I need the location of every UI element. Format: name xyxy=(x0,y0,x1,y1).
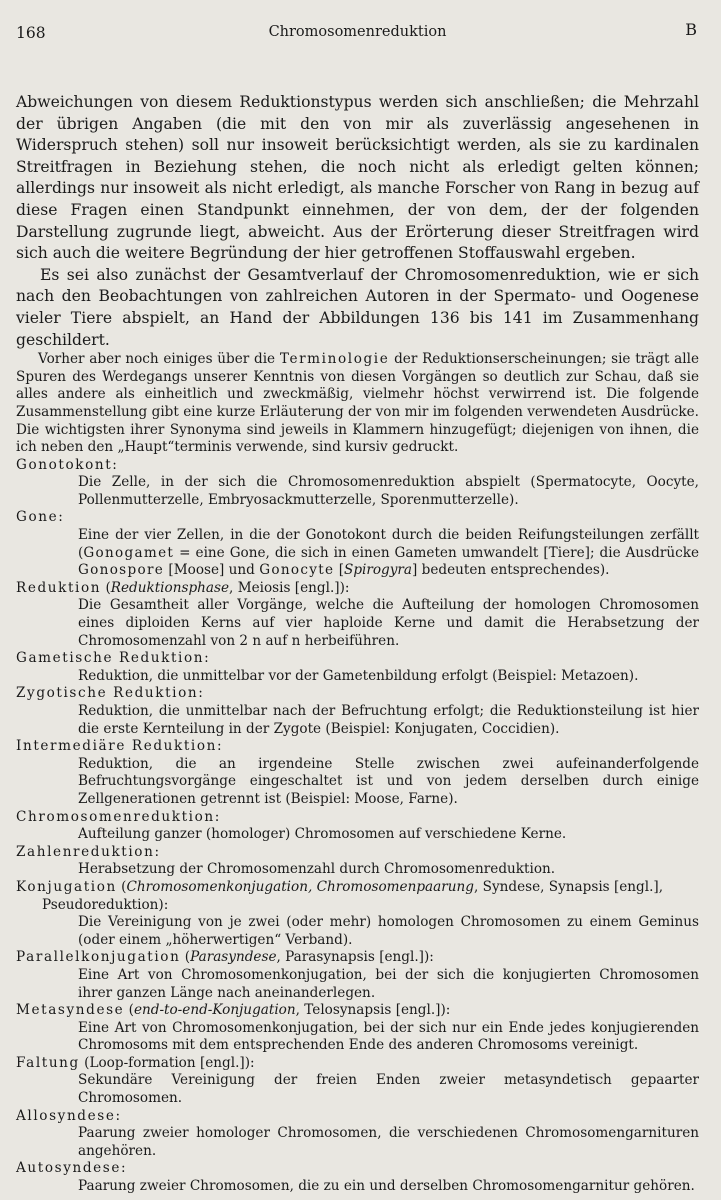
glossary-definition: Eine Art von Chromosomenkonjugation, bei der sich die konjugierten Chromosomen ihrer ganzen Länge nach aneinanderlegen. xyxy=(78,966,699,1001)
glossary-term: Parallelkonjugation (Parasyndese, Parasynapsis [engl.]): xyxy=(16,949,434,966)
page-number: 168 xyxy=(16,24,46,42)
glossary-definition: Reduktion, die unmittelbar nach der Befruchtung erfolgt; die Reduktionsteilung ist hier die erste Kernteilung in der Zygote (Beispiel: Konjugaten, Coccidien). xyxy=(78,703,699,737)
paragraph-continuation: Abweichungen von diesem Reduktionstypus werden sich anschließen; die Mehrzahl der übrigen Angaben (die mit den von mir als zuverlässig angesehenen in Widerspruch stehen) soll nur insoweit berücksichtigt werden, als sie zu kardinalen Streitfragen in Beziehung stehen, die noch nicht als erledigt gelten können; allerdings nur insoweit als nicht erledigt, als manche Forscher von Rang in bezug auf diese Fragen einen Standpunkt einnehmen, der von dem, der der folgenden Darstellung zugrunde liegt, abweicht. Aus der Erörterung dieser Streitfragen wird sich auch die weitere Begründung der hier getroffenen Stoffauswahl ergeben. xyxy=(16,93,699,263)
paragraph-terminology: Vorher aber noch einiges über die Terminologie der Reduktionserscheinungen; sie trägt alle Spuren des Werdegangs unserer Kenntnis von diesen Vorgängen so deutlich zur Schau, daß sie alles andere als einheitlich und zweckmäßig, vielmehr höchst verwirrend ist. Die folgende Zusammenstellung gibt eine kurze Erläuterung der von mir im folgenden verwendeten Ausdrücke. Die wichtigsten ihrer Synonyma sind jeweils in Klammern hinzugefügt; diejenigen von ihnen, die ich neben den „Haupt“terminis verwende, sind kursiv gedruckt. xyxy=(16,351,699,456)
glossary-term: Konjugation (Chromosomenkonjugation, Chromosomenpaarung, Syndese, Synapsis [engl.], Pseudoreduktion): xyxy=(16,878,664,913)
running-title: Chromosomenreduktion xyxy=(268,24,447,40)
glossary-definition: Reduktion, die an irgendeine Stelle zwischen zwei aufeinanderfolgende Befruchtungsvorgänge eingeschaltet ist und von jedem derselben durch einige Zellgenerationen getrennt ist (Beispiel: Moose, Farne). xyxy=(78,755,699,807)
running-header xyxy=(16,20,699,48)
spaced-word-terminologie: Terminologie xyxy=(279,351,390,368)
glossary-term: Gametische Reduktion: xyxy=(16,650,211,667)
glossary-definition: Die Vereinigung von je zwei (oder mehr) homologen Chromosomen zu einem Geminus (oder einem „höherwertigen“ Verband). xyxy=(78,914,699,948)
glossary-term: Intermediäre Reduktion: xyxy=(16,738,224,755)
glossary-term: Metasyndese (end-to-end-Konjugation, Telosynapsis [engl.]): xyxy=(16,1002,451,1019)
glossary-term: Faltung (Loop-formation [engl.]): xyxy=(16,1054,255,1071)
glossary-definition: Die Zelle, in der sich die Chromosomenreduktion abspielt (Spermatocyte, Oocyte, Pollenmutterzelle, Embryosackmutterzelle, Sporenmutterzelle). xyxy=(78,474,699,508)
glossary-term: Zahlenreduktion: xyxy=(16,843,161,860)
paragraph-overview: Es sei also zunächst der Gesamtverlauf der Chromosomenreduktion, wie er sich nach den Beobachtungen von zahlreichen Autoren in der Spermato- und Oogenese vieler Tiere abspielt, an Hand der Abbildungen 136 bis 141 im Zusammenhang geschildert. xyxy=(16,265,699,349)
glossary-definition: Paarung zweier Chromosomen, die zu ein und derselben Chromosomengarnitur gehören. xyxy=(78,1178,695,1195)
glossary-definition: Sekundäre Vereinigung der freien Enden zweier metasyndetisch gepaarter Chromosomen. xyxy=(78,1072,699,1107)
glossary-term: Gonotokont: xyxy=(16,456,119,473)
glossary-term: Chromosomenreduktion: xyxy=(16,808,221,825)
glossary-definition: Herabsetzung der Chromosomenzahl durch Chromosomenreduktion. xyxy=(78,861,556,878)
section-letter: B xyxy=(685,20,697,39)
glossary-definition: Paarung zweier homologer Chromosomen, die verschiedenen Chromosomengarnituren angehören. xyxy=(78,1125,699,1159)
glossary-term: Reduktion (Reduktionsphase, Meiosis [engl.]): xyxy=(16,579,350,596)
glossary-definition: Die Gesamtheit aller Vorgänge, welche die Aufteilung der homologen Chromosomen eines diploiden Kerns auf vier haploide Kerne und damit die Herabsetzung der Chromosomenzahl von 2 n auf n herbeiführen. xyxy=(78,597,699,649)
glossary-definition: Eine Art von Chromosomenkonjugation, bei der sich nur ein Ende jedes konjugierenden Chromosoms mit dem entsprechenden Ende des anderen Chromosoms vereinigt. xyxy=(78,1019,699,1054)
page-body xyxy=(16,92,699,1196)
glossary-definition: Eine der vier Zellen, in die der Gonotokont durch die beiden Reifungsteilungen zerfällt (Gonogamet = eine Gone, die sich in einen Gameten umwandelt [Tiere]; die Ausdrücke Gonospore [Moose] und Gonocyte [Spirogyra] bedeuten entsprechendes). xyxy=(78,527,699,579)
glossary-term: Zygotische Reduktion: xyxy=(16,685,205,702)
glossary-term: Gone: xyxy=(16,509,65,526)
glossary-definition: Reduktion, die unmittelbar vor der Gametenbildung erfolgt (Beispiel: Metazoen). xyxy=(78,667,639,684)
glossary-definition: Aufteilung ganzer (homologer) Chromosomen auf verschiedene Kerne. xyxy=(78,826,567,843)
glossary-term: Autosyndese: xyxy=(16,1160,128,1177)
glossary-term: Allosyndese: xyxy=(16,1107,122,1124)
